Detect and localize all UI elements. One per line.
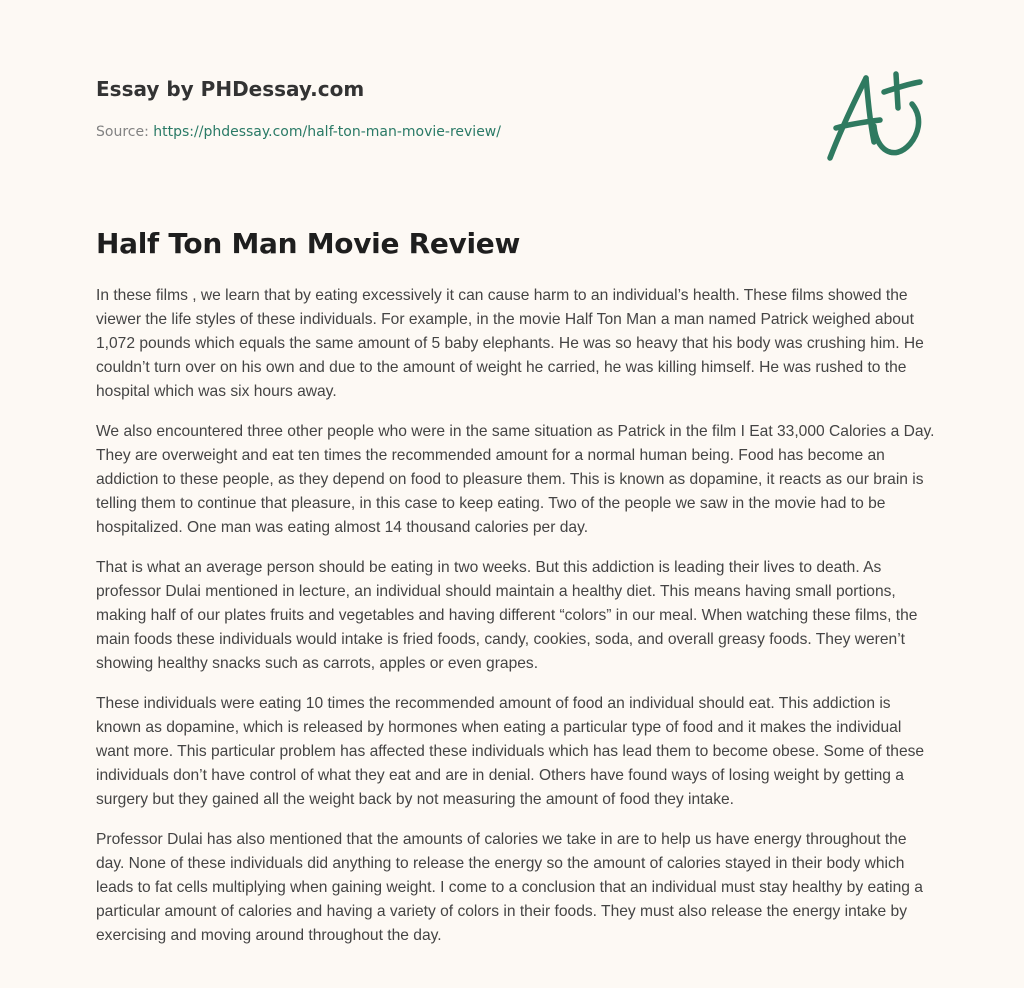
essay-paragraph: These individuals were eating 10 times the recommended amount of food an individual should eat. This addiction is known as dopamine, which is released by hormones when eating a particular type of food and it makes the individual want more. This particular problem has affected these individuals which has lead them to become obese. Some of these individuals don’t have control of what they eat and are in denial. Others have found ways of losing weight by getting a surgery but they gained all the weight back by not measuring the amount of food they intake. [96,695,925,808]
essay-paragraph: In these films , we learn that by eating excessively it can cause harm to an individual’s health. These films showed the viewer the life styles of these individuals. For example, in the movie Half Ton Man a man named Patrick weighed about 1,072 pounds which equals the same amount of 5 baby elephants. He was so heavy that his body was crushing him. He couldn’t turn over on his own and due to the amount of weight he carried, he was killing himself. He was rushed to the hospital which was six hours away. [96,287,924,400]
page-header [96,74,936,140]
essay-paragraph: Professor Dulai has also mentioned that the amounts of calories we take in are to help us have energy throughout the day. None of these individuals did anything to release the energy so the amount of calories stayed in their body which leads to fat cells multiplying when gaining weight. I come to a conclusion that an individual must stay healthy by eating a particular amount of calories and having a variety of colors in their foods. They must also release the energy intake by exercising and moving around throughout the day. [96,831,923,944]
site-brand: Essay by PHDessay.com [96,77,365,101]
source-label: Source: [96,124,154,140]
essay-title: Half Ton Man Movie Review [96,227,521,260]
source-line [96,122,501,142]
source-link[interactable]: https://phdessay.com/half-ton-man-movie-review/ [153,124,501,140]
essay-body [96,284,936,964]
essay-paragraph: That is what an average person should be eating in two weeks. But this addiction is leading their lives to death. As professor Dulai mentioned in lecture, an individual should maintain a healthy diet. This means having small portions, making half of our plates fruits and vegetables and having different “colors” in our meal. When watching these films, the main foods these individuals would intake is fried foods, candy, cookies, soda, and overall greasy foods. They weren’t showing healthy snacks such as carrots, apples or even grapes. [96,559,918,672]
essay-paragraph: We also encountered three other people who were in the same situation as Patrick in the film I Eat 33,000 Calories a Day. They are overweight and eat ten times the recommended amount for a normal human being. Food has become an addiction to these people, as they depend on food to pleasure them. This is known as dopamine, it reacts as our brain is telling them to continue that pleasure, in this case to keep eating. Two of the people we saw in the movie had to be hospitalized. One man was eating almost 14 thousand calories per day. [96,423,935,536]
a-plus-grade-icon [822,66,932,166]
